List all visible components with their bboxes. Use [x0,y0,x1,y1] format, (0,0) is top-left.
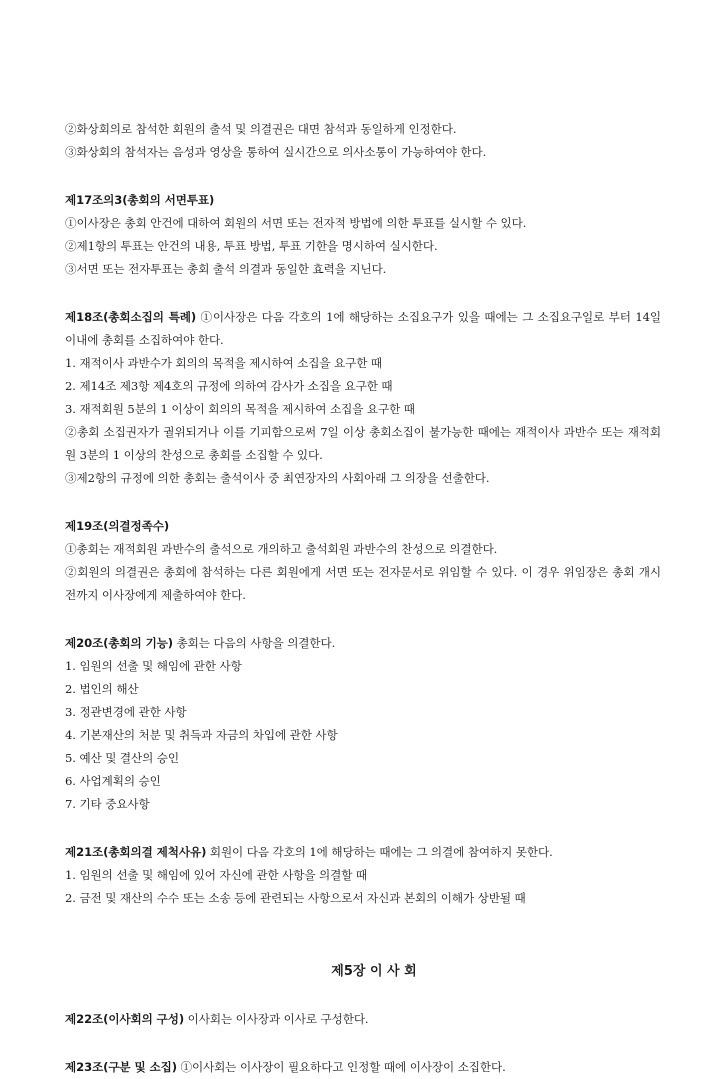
paragraph-text: 총회는 다음의 사항을 의결한다. [172,636,336,650]
list-item: 2. 제14조 제3항 제4호의 규정에 의하여 감사가 소집을 요구한 때 [65,379,393,393]
article-18-heading: 제18조(총회소집의 특례) [65,310,197,324]
list-item: 3. 정관변경에 관한 사항 [65,705,187,719]
article-22 [65,1008,661,1031]
list-item: 3. 재적회원 5분의 1 이상이 회의의 목적을 제시하여 소집을 요구한 때 [65,402,415,416]
paragraph: ②총회 소집권자가 궐위되거나 이를 기피함으로써 7일 이상 총회소집이 불가능한 때에는 재적이사 과반수 또는 재적회원 3분의 1 이상의 찬성으로 총회를 소집할 수 있다. [65,425,661,462]
paragraph: ②화상회의로 참석한 회원의 출석 및 의결권은 대면 참석과 동일하게 인정한다. [65,122,457,136]
document-page [65,118,661,1079]
article-22-heading: 제22조(이사회의 구성) [65,1012,185,1026]
paragraph: ②회원의 의결권은 총회에 참석하는 다른 회원에게 서면 또는 전자문서로 위임할 수 있다. 이 경우 위임장은 총회 개시 전까지 이사장에게 제출하여야 한다. [65,565,661,602]
paragraph: ②제1항의 투표는 안건의 내용, 투표 방법, 투표 기한을 명시하여 실시한다. [65,239,438,253]
article-19-heading: 제19조(의결정족수) [65,519,170,533]
list-item: 1. 재적이사 과반수가 회의의 목적을 제시하여 소집을 요구한 때 [65,356,383,370]
paragraph-text: 회원이 다음 각호의 1에 해당하는 때에는 그 의결에 참여하지 못한다. [206,845,553,859]
list-item: 7. 기타 중요사항 [65,797,150,811]
paragraph: ③화상회의 참석자는 음성과 영상을 통하여 실시간으로 의사소통이 가능하여야 한다. [65,145,487,159]
list-item: 6. 사업계획의 승인 [65,774,161,788]
paragraph-text: ①이사장은 다음 각호의 1에 해당하는 소집요구가 있을 때에는 그 소집요구일로 부터 14일 이내에 총회를 소집하여야 한다. [65,310,661,347]
list-item: 1. 임원의 선출 및 해임에 관한 사항 [65,659,242,673]
paragraph: ③제2항의 규정에 의한 총회는 출석이사 중 최연장자의 사회아래 그 의장을 선출한다. [65,471,490,485]
article-18-paragraph-1 [65,306,661,352]
paragraph-text: 이사회는 이사장과 이사로 구성한다. [184,1012,369,1026]
article-20-intro [65,632,661,655]
list-item: 4. 기본재산의 처분 및 취득과 자금의 차입에 관한 사항 [65,728,338,742]
chapter-title: 제5장 이 사 회 [331,964,417,979]
list-item: 2. 법인의 해산 [65,682,139,696]
paragraph: ①총회는 재적회원 과반수의 출석으로 개의하고 출석회원 과반수의 찬성으로 의결한다. [65,542,498,556]
list-item: 1. 임원의 선출 및 해임에 있어 자신에 관한 사항을 의결할 때 [65,868,368,882]
article-23-heading: 제23조(구분 및 소집) [65,1060,177,1074]
paragraph-text: ①이사회는 이사장이 필요하다고 인정할 때에 이사장이 소집한다. [176,1060,506,1074]
article-21-intro [65,841,661,864]
list-item: 5. 예산 및 결산의 승인 [65,751,180,765]
paragraph: ①이사장은 총회 안건에 대하여 회원의 서면 또는 전자적 방법에 의한 투표를 실시할 수 있다. [65,216,527,230]
article-20-heading: 제20조(총회의 기능) [65,636,173,650]
list-item: 2. 금전 및 재산의 수수 또는 소송 등에 관련되는 사항으로서 자신과 본회의 이해가 상반될 때 [65,891,526,905]
article-17-3-heading: 제17조의3(총회의 서면투표) [65,193,215,207]
article-23 [65,1056,661,1079]
paragraph: ③서면 또는 전자투표는 총회 출석 의결과 동일한 효력을 지닌다. [65,262,387,276]
article-21-heading: 제21조(총회의결 제척사유) [65,845,207,859]
